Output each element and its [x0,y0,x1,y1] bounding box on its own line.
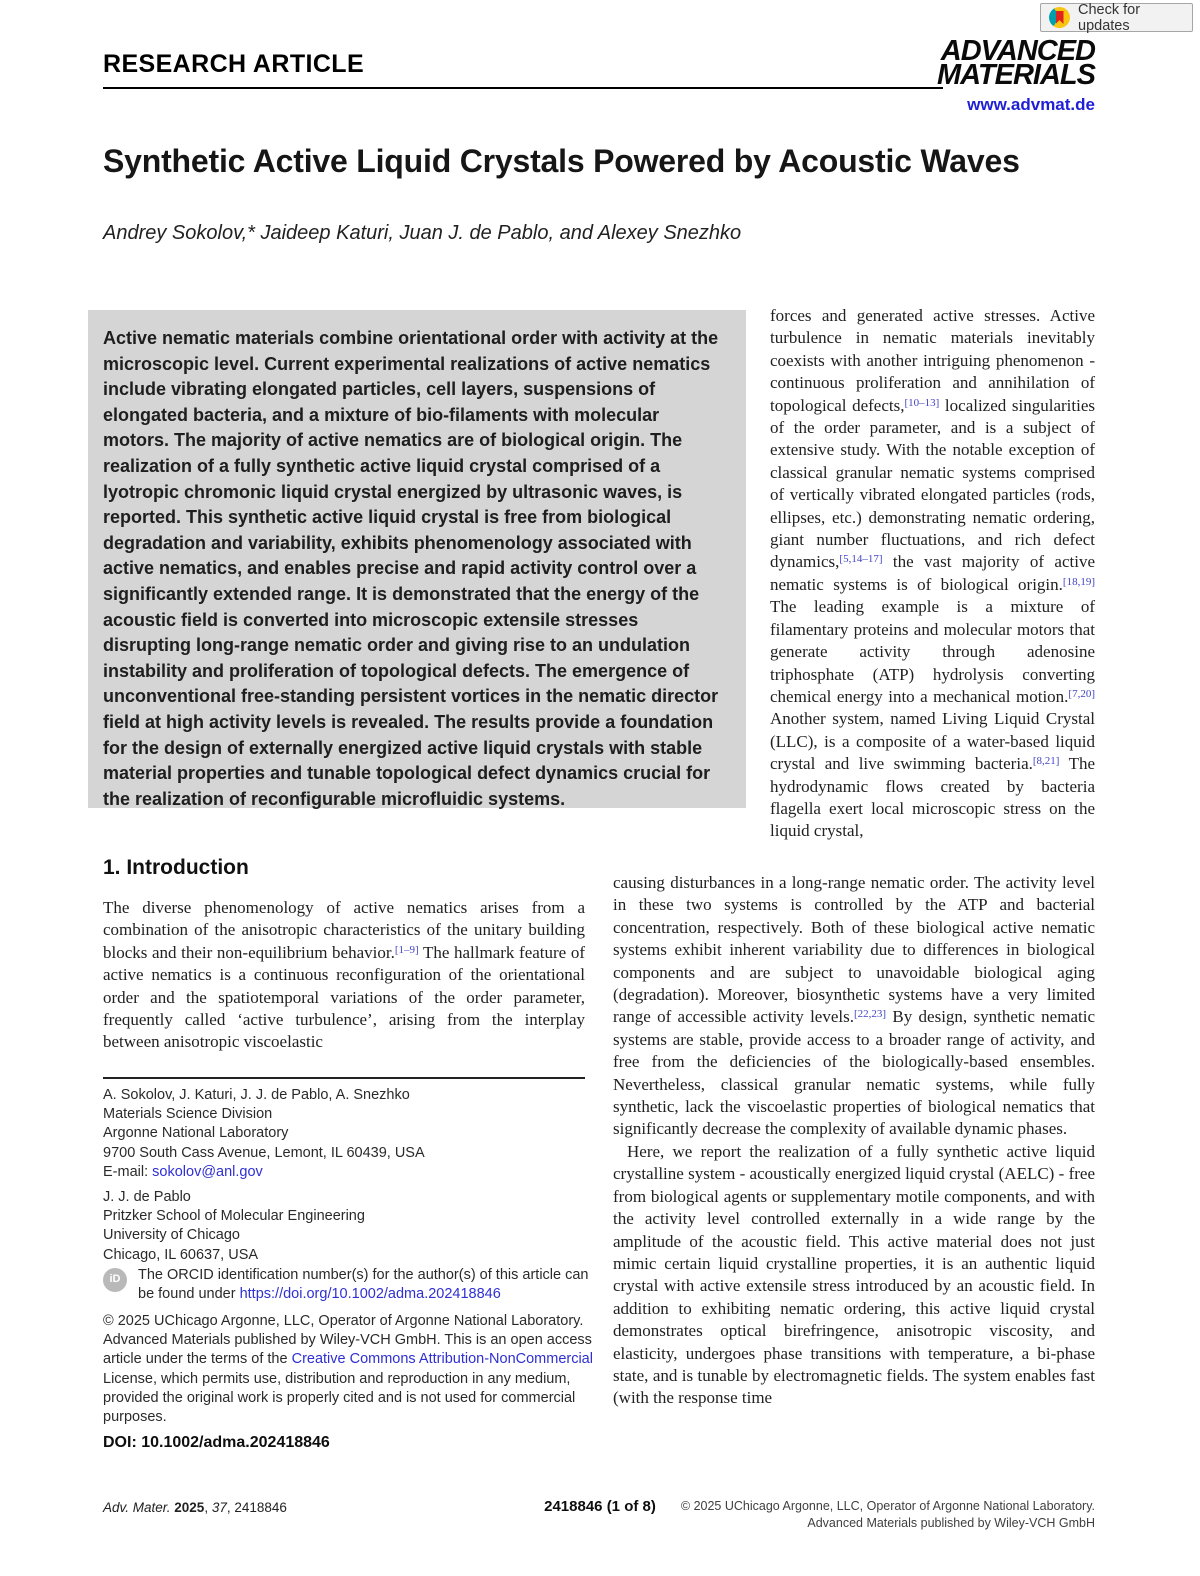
text-segment: The hallmark feature of active nematics is a continuous reconfiguration of the orientational order and the spatiotemporal variations of the order parameter, frequently called ‘active turbulence’, arising from the interplay between anisotropic viscoelastic [103,942,586,1052]
text-segment: Adv. Mater. [103,1500,175,1515]
text-segment: 2025 [174,1500,205,1515]
license-note [103,1312,593,1427]
doi-line: DOI: 10.1002/adma.202418846 [103,1434,330,1451]
text-line: Argonne National Laboratory [103,1125,289,1142]
bookmark-icon [1056,11,1064,24]
footnote-rule [103,1077,585,1079]
body-paragraph [613,872,1095,1141]
text-segment: forces and generated active stresses. Active turbulence in nematic materials inevitably coexists with another intriguing phenomenon - continuous proliferation and annihilation of topological defects, [770,306,1095,415]
text-segment: © 2025 UChicago Argonne, LLC, Operator of Argonne National Laboratory. Advanced Materials published by Wiley-VCH GmbH. This is an open access article under the terms of the [103,1313,592,1368]
journal-logo [936,35,1095,115]
text-segment: the vast majority of active nematic systems is of biological origin. [770,552,1095,594]
text-line: A. Sokolov, J. Katuri, J. J. de Pablo, A. Snezhko [103,1087,410,1103]
text-segment: E-mail: [103,1163,153,1180]
orcid-icon: iD [103,1268,127,1292]
article-type-label: RESEARCH ARTICLE [103,50,365,78]
email-line [103,1163,585,1182]
text-segment: causing disturbances in a long-range nematic order. The activity level in these two systems is controlled by the ATP and bacterial concentration, respectively. Both of these biological active nematic systems exhibit inherent variability due to differences in biological components and are subject to unavoidable biological aging (degradation). Moreover, biosynthetic systems have a very limited range of accessible activity levels. [613,873,1095,1027]
header-rule [103,87,943,89]
citation-superscript: [5,14–17] [839,553,883,566]
citation-superscript: [8,21] [1032,755,1060,768]
text-segment: The ORCID identification number(s) for the author(s) of this article can be found under [138,1267,589,1303]
citation-superscript: [1–9] [394,943,419,956]
text-segment: , 2418846 [226,1500,287,1515]
body-text-right-wide [613,872,1095,1410]
affiliation-block [103,1086,585,1265]
text-line: J. J. de Pablo [103,1189,191,1206]
authors-line: Andrey Sokolov,* Jaideep Katuri, Juan J. de Pablo, and Alexey Snezhko [103,222,742,244]
introduction-paragraph [103,897,585,1054]
body-paragraph [613,1141,1095,1410]
text-line: Materials Science Division [103,1106,273,1123]
article-title: Synthetic Active Liquid Crystals Powered by Acoustic Waves [103,143,1020,179]
text-segment: Here, we report the realization of a fully synthetic active liquid crystalline system - acoustically energized liquid crystal (AELC) - free from biological agents or supplementary motile components, and with the activity level controlled externally in a wide range by the amplitude of the acoustic field. This active material does not just mimic certain liquid crystalline properties, it is an authentic liquid crystal with active extensile stress introduced by an acoustic field. In addition to exhibiting nematic ordering, this active liquid crystal demonstrates optical birefringence, anisotropic viscosity, and elasticity, undergoes phase transitions with temperature, a bi-phase state, and is tunable by electromagnetic fields. The system enables fast (with the response time [613,1141,1095,1408]
text-line: University of Chicago [103,1227,240,1244]
inline-link[interactable]: Creative Commons Attribution-NonCommercial [291,1351,593,1368]
text-segment: The diverse phenomenology of active nematics arises from a combination of the anisotropic characteristics of the unitary building blocks and their non-equilibrium behavior. [103,898,585,962]
citation-superscript: [7,20] [1068,687,1095,700]
citation-superscript: [18,19] [1062,575,1095,588]
text-line: Advanced Materials published by Wiley-VCH GmbH [807,1516,1095,1530]
text-line: © 2025 UChicago Argonne, LLC, Operator of Argonne National Laboratory. [680,1499,1095,1513]
footer-page-number: 2418846 (1 of 8) [544,1498,656,1515]
text-line: 9700 South Cass Avenue, Lemont, IL 60439, USA [103,1144,425,1161]
inline-link[interactable]: sokolov@anl.gov [152,1163,263,1180]
journal-logo-line2: MATERIALS [936,58,1095,91]
citation-superscript: [22,23] [853,1008,887,1021]
affiliation-2 [103,1188,585,1265]
journal-logo-line1: ADVANCED [940,35,1095,67]
text-segment: 37 [211,1500,227,1515]
citation-superscript: [10–13] [904,396,940,409]
check-for-updates-badge[interactable] [1040,3,1193,32]
orcid-note [103,1266,593,1304]
text-segment: , [204,1500,212,1515]
abstract-box: Active nematic materials combine orientational order with activity at the microscopic level. Current experimental realizations of active nematics include vibrating elongated particles, cell layers, suspensions of elongated bacteria, and a mixture of bio-filaments with molecular motors. The majority of active nematics are of biological origin. The realization of a fully synthetic active liquid crystal comprised of a lyotropic chromonic liquid crystal energized by ultrasonic waves, is reported. This synthetic active liquid crystal is free from biological degradation and variability, exhibits phenomenology associated with active nematics, and enables precise and rapid activity control over a significantly extended range. It is demonstrated that the energy of the acoustic field is converted into microscopic extensile stresses disrupting long-range nematic order and giving rise to an undulation instability and proliferation of topological defects. The emergence of unconventional free-standing persistent vortices in the nematic director field at high activity levels is revealed. The results provide a foundation for the design of externally energized active liquid crystals with stable material properties and tunable topological defect dynamics crucial for the realization of reconfigurable microfluidic systems. [88,310,746,808]
affiliation-1 [103,1086,585,1163]
check-for-updates-label: Check for updates [1078,1,1141,34]
text-line: Chicago, IL 60637, USA [103,1246,259,1263]
inline-link[interactable]: https://doi.org/10.1002/adma.202418846 [239,1286,501,1303]
text-segment: The leading example is a mixture of filamentary proteins and molecular motors that generate activity through adenosine triphosphate (ATP) hydrolysis converting chemical energy into a mechanical motion. [770,597,1095,706]
section-heading-introduction: 1. Introduction [103,856,249,879]
crossmark-icon [1049,7,1070,28]
journal-url-link[interactable]: www.advmat.de [967,94,1095,114]
text-segment: Another system, named Living Liquid Crystal (LLC), is a composite of a water-based liquid crystal and live swimming bacteria. [770,709,1095,774]
text-segment: By design, synthetic nematic systems are stable, provide access to a broader range of activity, and free from the deficiencies of the biologically-based ensembles. Nevertheless, classical granular nematic systems, while fully synthetic, lack the viscoelastic properties of biological nematics that significantly decrease the complexity of available dynamic phases. [613,1007,1095,1139]
text-segment: localized singularities of the order parameter, and is a subject of extensive study. With the notable exception of classical granular nematic systems comprised of vertically vibrated elongated particles (rods, ellipses, etc.) demonstrating nematic ordering, giant number fluctuations, and rich defect dynamics, [770,395,1095,572]
text-line: Pritzker School of Molecular Engineering [103,1208,365,1225]
text-segment: The hydrodynamic flows created by bacteria flagella exert local microscopic stress on the liquid crystal, [770,754,1095,841]
footer-copyright [681,1498,1095,1532]
body-text-right-narrow [770,305,1095,843]
orcid-text [138,1266,593,1304]
text-segment: License, which permits use, distribution and reproduction in any medium, provided the original work is properly cited and is not used for commercial purposes. [103,1370,576,1426]
